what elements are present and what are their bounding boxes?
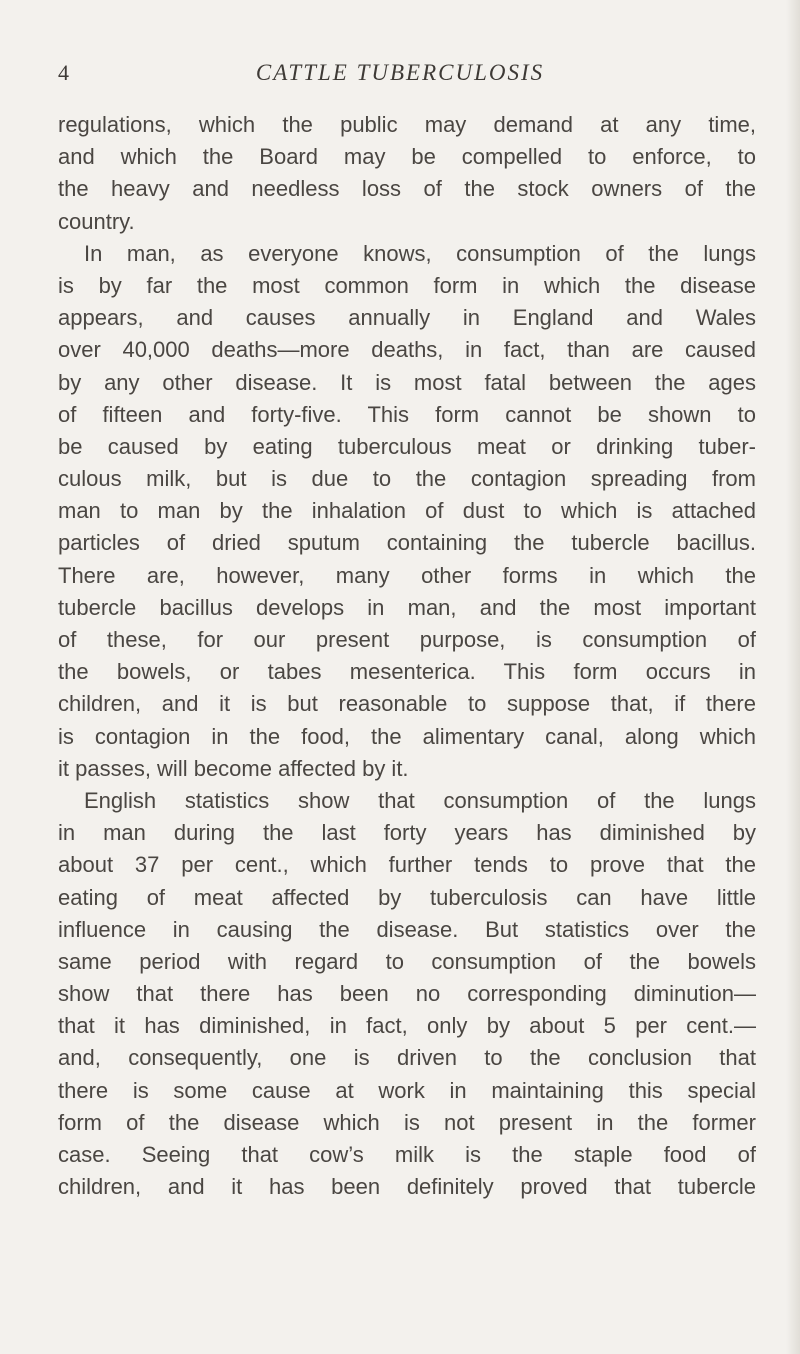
text-line: man to man by the inhalation of dust to which is attached bbox=[58, 498, 756, 524]
text-line: children, and it is but reasonable to suppose that, if there bbox=[58, 691, 756, 717]
text-line: of fifteen and forty-five. This form cannot be shown to bbox=[58, 401, 756, 427]
text-line: culous milk, but is due to the contagion spreading from bbox=[58, 466, 756, 492]
page-number: 4 bbox=[58, 60, 69, 85]
text-line: In man, as everyone knows, consumption of the lungs bbox=[84, 240, 756, 266]
text-line: and, consequently, one is driven to the conclusion that bbox=[58, 1045, 756, 1071]
text-line: be caused by eating tuberculous meat or drinking tuber- bbox=[58, 433, 756, 459]
text-line: show that there has been no corresponding diminution— bbox=[58, 981, 756, 1007]
text-line: appears, and causes annually in England and Wales bbox=[58, 305, 756, 331]
text-line: there is some cause at work in maintaining this special bbox=[58, 1077, 756, 1103]
text-line: same period with regard to consumption of the bowels bbox=[58, 948, 756, 974]
text-line: the heavy and needless loss of the stock owners of the bbox=[58, 176, 756, 202]
text-line: that it has diminished, in fact, only by about 5 per cent.— bbox=[58, 1013, 756, 1039]
text-line: in man during the last forty years has diminished by bbox=[58, 820, 756, 846]
text-line: and which the Board may be compelled to enforce, to bbox=[58, 144, 756, 170]
text-line: particles of dried sputum containing the tubercle bacillus. bbox=[58, 530, 756, 556]
text-line: it passes, will become affected by it. bbox=[58, 755, 409, 781]
text-line: about 37 per cent., which further tends to prove that the bbox=[58, 852, 756, 878]
page-edge-shadow bbox=[786, 0, 800, 1354]
text-line: regulations, which the public may demand at any time, bbox=[58, 112, 756, 137]
text-line: children, and it has been definitely proved that tubercle bbox=[58, 1174, 756, 1200]
text-line: influence in causing the disease. But statistics over the bbox=[58, 916, 756, 942]
text-line: over 40,000 deaths—more deaths, in fact, than are caused bbox=[58, 337, 756, 363]
text-line: the bowels, or tabes mesenterica. This form occurs in bbox=[58, 659, 756, 685]
text-line: of these, for our present purpose, is consumption of bbox=[58, 627, 756, 652]
text-line: country. bbox=[58, 208, 135, 234]
text-line: There are, however, many other forms in which the bbox=[58, 562, 756, 588]
text-line: by any other disease. It is most fatal between the ages bbox=[58, 369, 756, 395]
text-line: is by far the most common form in which the disease bbox=[58, 272, 756, 298]
text-line: English statistics show that consumption of the lungs bbox=[84, 787, 756, 813]
text-line: form of the disease which is not present in the former bbox=[58, 1109, 756, 1135]
text-line: case. Seeing that cow’s milk is the staple food of bbox=[58, 1142, 756, 1167]
running-head: CATTLE TUBERCULOSIS bbox=[255, 60, 545, 85]
text-line: tubercle bacillus develops in man, and the most important bbox=[58, 594, 756, 620]
text-line: is contagion in the food, the alimentary canal, along which bbox=[58, 723, 756, 749]
text-line: eating of meat affected by tuberculosis can have little bbox=[58, 884, 756, 910]
page-header bbox=[0, 60, 800, 94]
body-text bbox=[58, 109, 756, 1203]
